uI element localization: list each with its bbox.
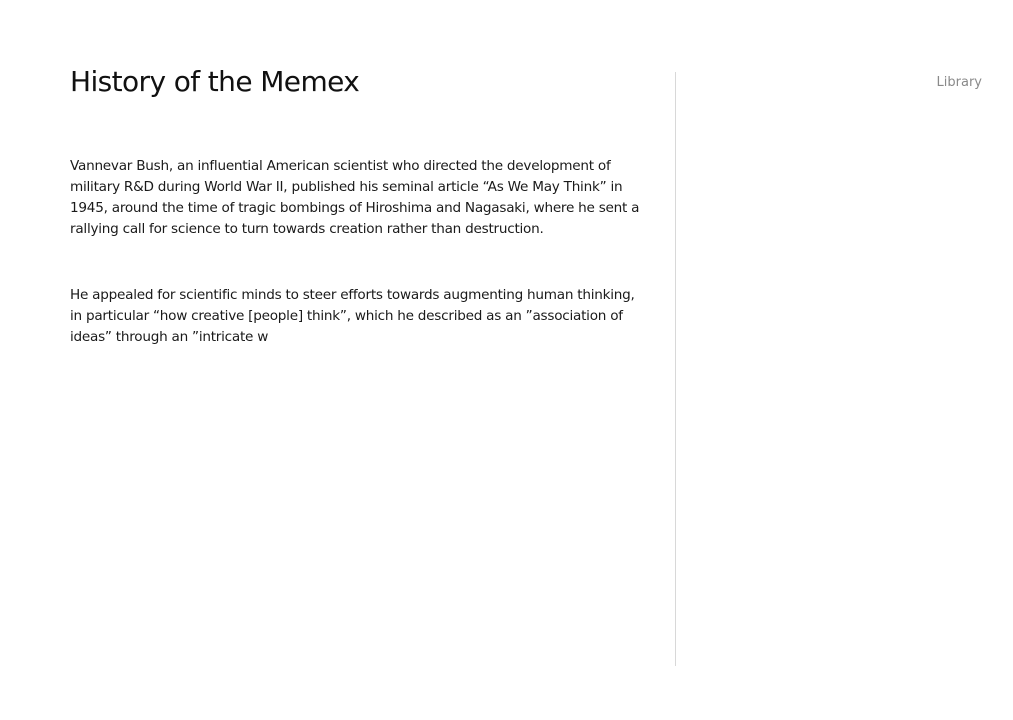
article-paragraph-1[interactable]: Vannevar Bush, an influential American scientist who directed the development of military R&D during World War II, published his seminal article “As We May Think” in 1945, around the time of tragic bombings of Hiroshima and Nagasaki, where he sent a rallying call for science to turn towards creation rather than destruction. <box>70 158 640 237</box>
article-body[interactable] <box>70 156 646 348</box>
library-link[interactable]: Library <box>936 75 982 90</box>
page-title: History of the Memex <box>70 65 360 98</box>
column-divider <box>675 72 676 666</box>
article-paragraph-2[interactable]: He appealed for scientific minds to steer efforts towards augmenting human thinking, in particular “how creative [people] think”, which he described as an ”association of ideas” through an ”intricate w <box>70 287 635 345</box>
